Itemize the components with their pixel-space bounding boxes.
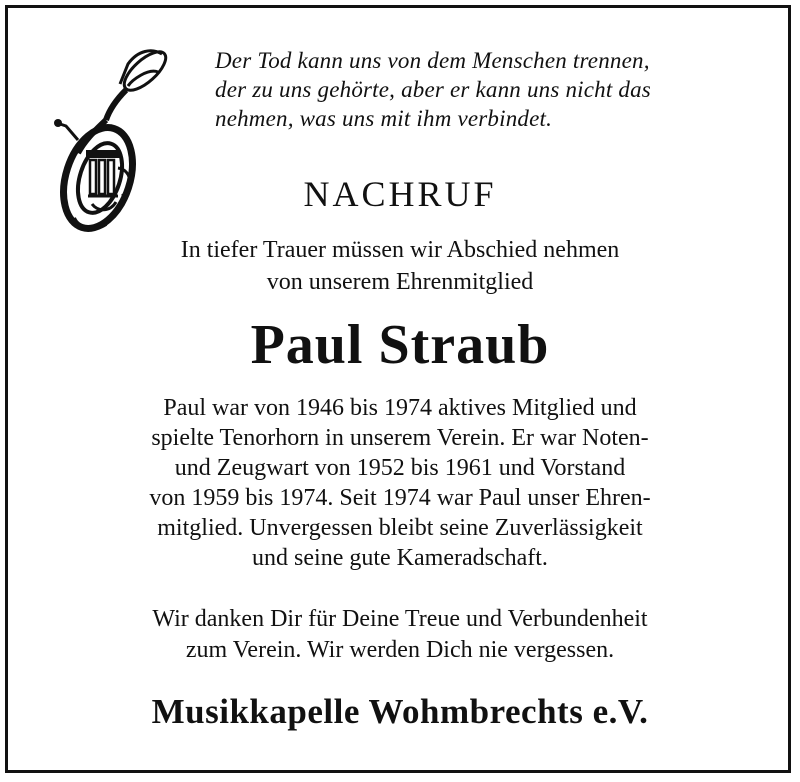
- intro-line: von unserem Ehrenmitglied: [266, 269, 534, 295]
- thanks-text: [0, 604, 800, 666]
- biography-line: spielte Tenorhorn in unserem Verein. Er war Noten-: [151, 425, 649, 451]
- thanks-line: Wir danken Dir für Deine Treue und Verbundenheit: [152, 606, 648, 632]
- quote-line: der zu uns gehörte, aber er kann uns nicht das: [215, 77, 651, 102]
- quote-line: nehmen, was uns mit ihm verbindet.: [215, 106, 553, 131]
- thanks-line: zum Verein. Wir werden Dich nie vergessen.: [185, 637, 615, 663]
- organization-signature: Musikkapelle Wohmbrechts e.V.: [151, 692, 649, 731]
- deceased-name: Paul Straub: [250, 314, 550, 376]
- biography-line: Paul war von 1946 bis 1974 aktives Mitglied und: [163, 395, 637, 421]
- memorial-quote: [215, 46, 775, 133]
- biography-line: und Zeugwart von 1952 bis 1961 und Vorstand: [174, 455, 626, 481]
- intro-text: [0, 234, 800, 298]
- intro-line: In tiefer Trauer müssen wir Abschied nehmen: [180, 237, 620, 263]
- biography-line: und seine gute Kameradschaft.: [252, 545, 548, 571]
- biography-text: [0, 393, 800, 573]
- quote-line: Der Tod kann uns von dem Menschen trennen,: [215, 48, 650, 73]
- biography-line: von 1959 bis 1974. Seit 1974 war Paul unser Ehren-: [149, 485, 651, 511]
- biography-line: mitglied. Unvergessen bleibt seine Zuverlässigkeit: [157, 515, 643, 541]
- notice-title: NACHRUF: [303, 174, 497, 214]
